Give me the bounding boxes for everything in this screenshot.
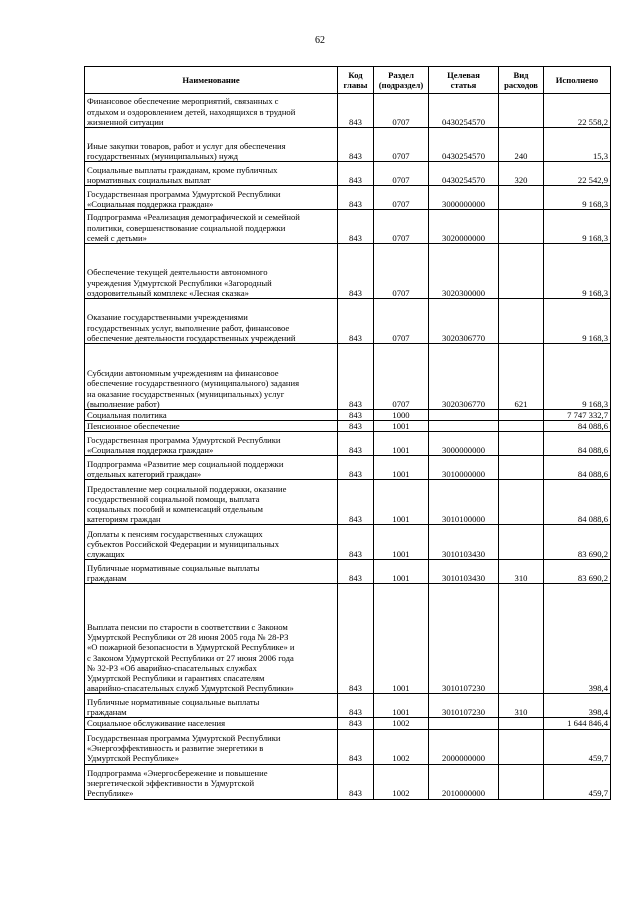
cell-section: 0707 <box>374 186 429 210</box>
cell-code: 843 <box>338 729 374 764</box>
cell-type: 320 <box>499 162 544 186</box>
cell-target: 3010103430 <box>429 560 499 584</box>
cell-type <box>499 410 544 421</box>
cell-section: 0707 <box>374 94 429 128</box>
header-name: Наименование <box>85 67 338 94</box>
cell-amount: 7 747 332,7 <box>544 410 611 421</box>
cell-amount: 83 690,2 <box>544 525 611 560</box>
cell-code: 843 <box>338 480 374 525</box>
cell-target: 3010107230 <box>429 584 499 694</box>
cell-code: 843 <box>338 560 374 584</box>
cell-amount: 1 644 846,4 <box>544 718 611 729</box>
cell-name: Обеспечение текущей деятельности автономного учреждения Удмуртской Республики «Загородный оздоровительный комплекс «Лесная сказка» <box>85 244 338 299</box>
cell-amount: 9 168,3 <box>544 299 611 344</box>
cell-type <box>499 186 544 210</box>
budget-table <box>84 66 611 800</box>
cell-amount: 15,3 <box>544 128 611 162</box>
cell-section: 1000 <box>374 410 429 421</box>
table-row <box>85 421 611 432</box>
table-row <box>85 456 611 480</box>
cell-type <box>499 299 544 344</box>
table-row <box>85 244 611 299</box>
cell-section: 1001 <box>374 456 429 480</box>
cell-target <box>429 718 499 729</box>
cell-amount: 9 168,3 <box>544 344 611 410</box>
cell-type: 621 <box>499 344 544 410</box>
cell-section: 1001 <box>374 694 429 718</box>
cell-name: Подпрограмма «Энергосбережение и повышение энергетической эффективности в Удмуртской Республике» <box>85 764 338 799</box>
cell-code: 843 <box>338 186 374 210</box>
table-row <box>85 694 611 718</box>
cell-section: 1002 <box>374 718 429 729</box>
header-type: Вид расходов <box>499 67 544 94</box>
table-row <box>85 718 611 729</box>
cell-name: Подпрограмма «Реализация демографической и семейной политики, совершенствование социальной поддержки семей с детьми» <box>85 210 338 244</box>
table-row <box>85 94 611 128</box>
cell-type <box>499 764 544 799</box>
cell-target: 0430254570 <box>429 94 499 128</box>
cell-name: Социальная политика <box>85 410 338 421</box>
cell-code: 843 <box>338 244 374 299</box>
cell-section: 1001 <box>374 480 429 525</box>
cell-name: Государственная программа Удмуртской Республики «Социальная поддержка граждан» <box>85 432 338 456</box>
cell-section: 1002 <box>374 729 429 764</box>
cell-name: Выплата пенсии по старости в соответствии с Законом Удмуртской Республики от 28 июня 2005 года № 28-РЗ «О пожарной безопасности в Удмуртской Республике» и с Законом Удмуртской Республики от 27 июня 2006 года № 32-РЗ «Об аварийно-спасательных службах Удмуртской Республики и гарантиях спасателям аварийно-спасательных служб Удмуртской Республики» <box>85 584 338 694</box>
cell-type <box>499 525 544 560</box>
cell-code: 843 <box>338 344 374 410</box>
cell-target: 3020300000 <box>429 244 499 299</box>
cell-section: 0707 <box>374 344 429 410</box>
cell-target: 0430254570 <box>429 128 499 162</box>
cell-name: Субсидии автономным учреждениям на финансовое обеспечение государственного (муниципального) задания на оказание государственных (муниципальных) услуг (выполнение работ) <box>85 344 338 410</box>
cell-target: 3020306770 <box>429 344 499 410</box>
cell-amount: 9 168,3 <box>544 244 611 299</box>
cell-code: 843 <box>338 694 374 718</box>
cell-target: 3010000000 <box>429 456 499 480</box>
table-row <box>85 584 611 694</box>
cell-type <box>499 584 544 694</box>
cell-amount: 9 168,3 <box>544 186 611 210</box>
cell-type <box>499 421 544 432</box>
cell-name: Финансовое обеспечение мероприятий, связанных с отдыхом и оздоровлением детей, находящихся в трудной жизненной ситуации <box>85 94 338 128</box>
cell-name: Социальные выплаты гражданам, кроме публичных нормативных социальных выплат <box>85 162 338 186</box>
cell-target: 3000000000 <box>429 432 499 456</box>
cell-name: Доплаты к пенсиям государственных служащих субъектов Российской Федерации и муниципальных служащих <box>85 525 338 560</box>
cell-section: 1001 <box>374 584 429 694</box>
cell-name: Предоставление мер социальной поддержки, оказание государственной социальной помощи, выплата социальных пособий и компенсаций отдельным категориям граждан <box>85 480 338 525</box>
cell-name: Оказание государственными учреждениями государственных услуг, выполнение работ, финансовое обеспечение деятельности государственных учреждений <box>85 299 338 344</box>
cell-name: Публичные нормативные социальные выплаты гражданам <box>85 560 338 584</box>
table-header-row <box>85 67 611 94</box>
cell-amount: 84 088,6 <box>544 432 611 456</box>
cell-code: 843 <box>338 584 374 694</box>
cell-amount: 84 088,6 <box>544 456 611 480</box>
table-row <box>85 480 611 525</box>
cell-target: 0430254570 <box>429 162 499 186</box>
cell-type: 310 <box>499 560 544 584</box>
cell-amount: 459,7 <box>544 729 611 764</box>
table-row <box>85 432 611 456</box>
table-row <box>85 764 611 799</box>
cell-section: 0707 <box>374 299 429 344</box>
cell-name: Иные закупки товаров, работ и услуг для обеспечения государственных (муниципальных) нужд <box>85 128 338 162</box>
cell-code: 843 <box>338 525 374 560</box>
page-number: 62 <box>315 35 325 46</box>
cell-section: 0707 <box>374 128 429 162</box>
cell-code: 843 <box>338 421 374 432</box>
table-row <box>85 162 611 186</box>
cell-type <box>499 244 544 299</box>
cell-amount: 398,4 <box>544 584 611 694</box>
cell-target: 3020000000 <box>429 210 499 244</box>
cell-type <box>499 456 544 480</box>
cell-section: 0707 <box>374 244 429 299</box>
cell-target: 3010103430 <box>429 525 499 560</box>
cell-type: 310 <box>499 694 544 718</box>
cell-section: 1002 <box>374 764 429 799</box>
table-row <box>85 410 611 421</box>
cell-type <box>499 94 544 128</box>
header-executed: Исполнено <box>544 67 611 94</box>
cell-amount: 9 168,3 <box>544 210 611 244</box>
cell-amount: 84 088,6 <box>544 480 611 525</box>
header-target: Целевая статья <box>429 67 499 94</box>
cell-target <box>429 410 499 421</box>
table-row <box>85 560 611 584</box>
cell-code: 843 <box>338 432 374 456</box>
cell-section: 0707 <box>374 210 429 244</box>
cell-section: 1001 <box>374 432 429 456</box>
table-row <box>85 210 611 244</box>
cell-name: Государственная программа Удмуртской Республики «Социальная поддержка граждан» <box>85 186 338 210</box>
header-code: Код главы <box>338 67 374 94</box>
cell-amount: 398,4 <box>544 694 611 718</box>
cell-name: Социальное обслуживание населения <box>85 718 338 729</box>
cell-section: 1001 <box>374 560 429 584</box>
cell-type <box>499 432 544 456</box>
cell-amount: 22 558,2 <box>544 94 611 128</box>
cell-target: 3000000000 <box>429 186 499 210</box>
cell-code: 843 <box>338 210 374 244</box>
cell-target: 3010107230 <box>429 694 499 718</box>
cell-code: 843 <box>338 128 374 162</box>
cell-target: 3010100000 <box>429 480 499 525</box>
cell-code: 843 <box>338 764 374 799</box>
cell-type <box>499 210 544 244</box>
cell-name: Пенсионное обеспечение <box>85 421 338 432</box>
cell-code: 843 <box>338 299 374 344</box>
table-row <box>85 299 611 344</box>
cell-type <box>499 729 544 764</box>
cell-type: 240 <box>499 128 544 162</box>
cell-code: 843 <box>338 410 374 421</box>
cell-type <box>499 480 544 525</box>
cell-target: 2000000000 <box>429 729 499 764</box>
cell-target: 2010000000 <box>429 764 499 799</box>
cell-code: 843 <box>338 456 374 480</box>
table-row <box>85 186 611 210</box>
table-row <box>85 128 611 162</box>
table-row <box>85 344 611 410</box>
cell-amount: 83 690,2 <box>544 560 611 584</box>
cell-name: Подпрограмма «Развитие мер социальной поддержки отдельных категорий граждан» <box>85 456 338 480</box>
cell-type <box>499 718 544 729</box>
header-section: Раздел (подраздел) <box>374 67 429 94</box>
cell-section: 0707 <box>374 162 429 186</box>
cell-code: 843 <box>338 94 374 128</box>
cell-section: 1001 <box>374 525 429 560</box>
cell-amount: 459,7 <box>544 764 611 799</box>
cell-name: Публичные нормативные социальные выплаты гражданам <box>85 694 338 718</box>
cell-amount: 84 088,6 <box>544 421 611 432</box>
cell-target: 3020306770 <box>429 299 499 344</box>
cell-code: 843 <box>338 718 374 729</box>
cell-target <box>429 421 499 432</box>
table-row <box>85 729 611 764</box>
cell-name: Государственная программа Удмуртской Республики «Энергоэффективность и развитие энергетики в Удмуртской Республике» <box>85 729 338 764</box>
cell-code: 843 <box>338 162 374 186</box>
cell-section: 1001 <box>374 421 429 432</box>
table-row <box>85 525 611 560</box>
cell-amount: 22 542,9 <box>544 162 611 186</box>
